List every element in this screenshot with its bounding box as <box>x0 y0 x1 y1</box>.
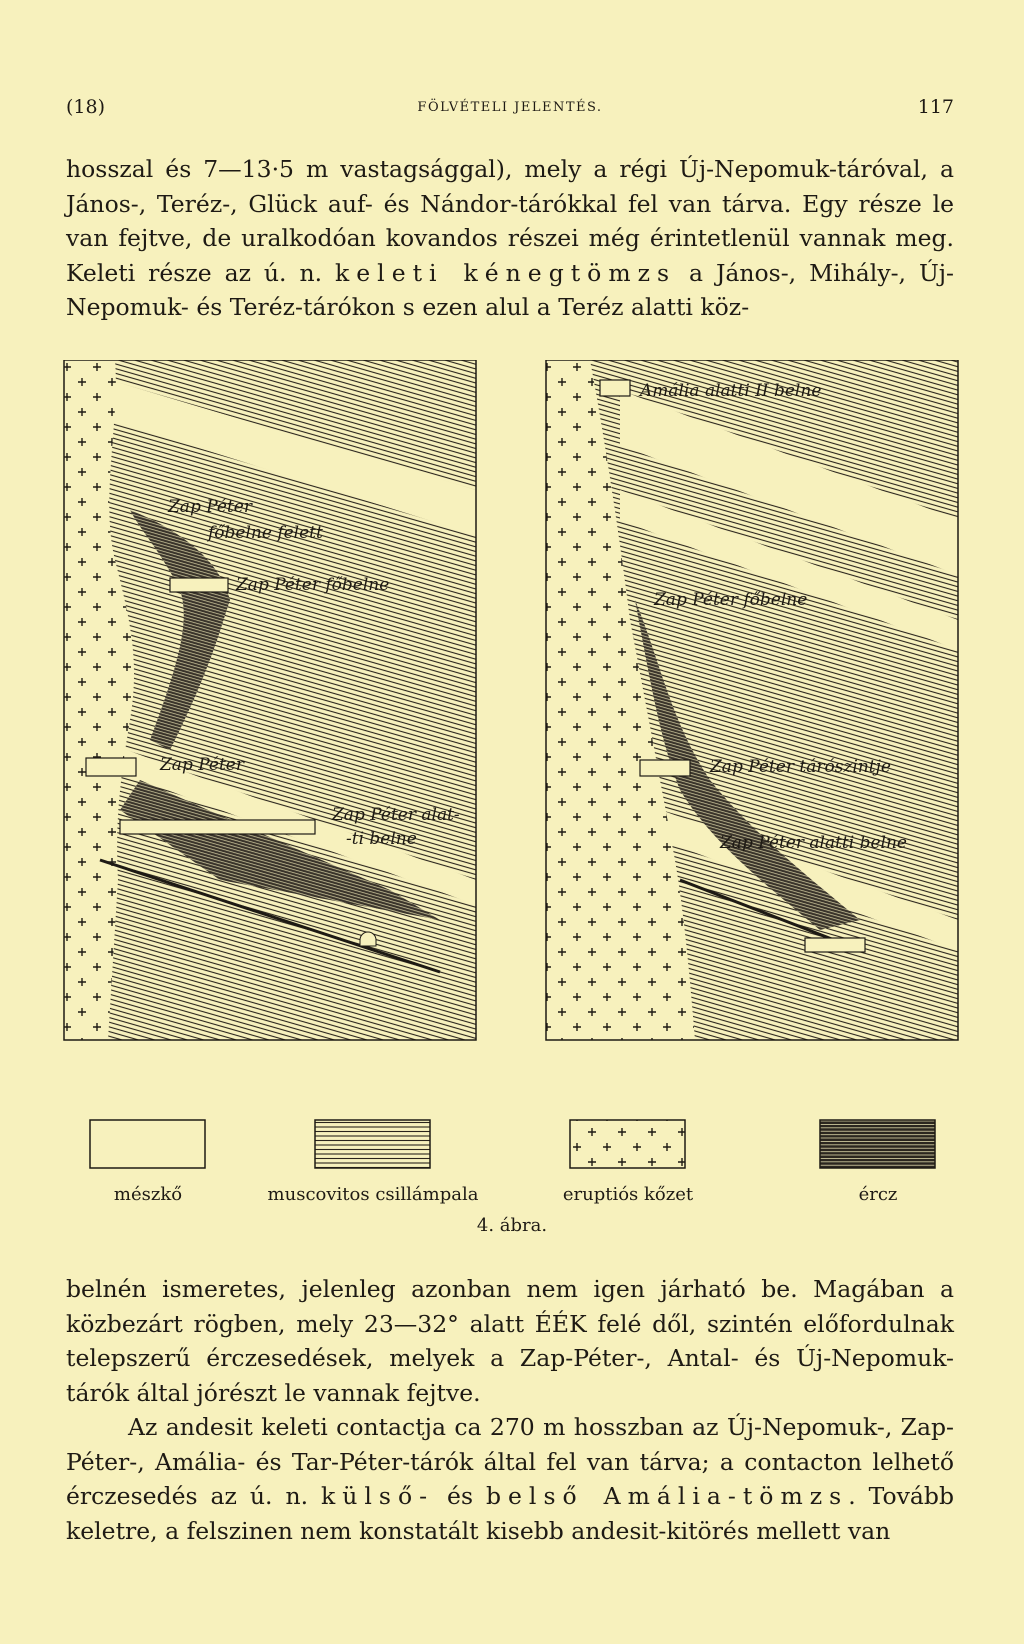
figure-caption: 4. ábra. <box>476 1215 548 1236</box>
label-zap-peter-alatti-2: Zap Péter alatti belne <box>720 833 907 853</box>
label-zap-peter-taroszintje: Zap Péter tárószintje <box>710 757 891 777</box>
legend-box-ercz <box>820 1120 935 1168</box>
label-zap-peter-fobelne-right: Zap Péter főbelne <box>654 590 808 610</box>
label-zap-peter-1: Zap Péter <box>168 497 252 517</box>
label-zap-peter-fobelne-left: Zap Péter főbelne <box>236 575 390 595</box>
paragraph-3-text-a: Az andesit keleti contactja ca 270 m hosszban az Új-Nepomuk-, Zap-Péter-, Amália- és Tar-Péter-tárók által fel van tárva; a contacton lelhető érczesedés az ú. n. <box>66 1413 954 1510</box>
right-section <box>546 360 958 1040</box>
paragraph-1-text-a: hosszal és 7—13·5 m vastagsággal), mely a régi Új-Nepomuk-táróval, a János-, Teréz-, Glück auf- és Nándor-tárókkal fel van tárva. Egy része le van fejtve, de uralkodóan kovandos részei még érintetlenül vannak meg. Keleti része az ú. n. <box>66 155 954 287</box>
paragraph-3-text-c: és <box>434 1482 486 1510</box>
label-zap-peter-alatti-1: Zap Péter alat- <box>332 805 460 825</box>
label-zap-peter-2: Zap Péter <box>160 755 244 775</box>
legend-box-eruptios <box>570 1120 685 1168</box>
paragraph-3-spaced-kulso: külső- <box>321 1482 435 1510</box>
geological-sections <box>60 360 970 1240</box>
paragraph-2: belnén ismeretes, jelenleg azonban nem igen járható be. Magában a közbezárt rögben, mely 23—32° alatt ÉÉK felé dől, szintén előfordulnak telepszerű érczesedések, melyek a Zap-Péter-, Antal- és Új-Nepomuk-tárók által jórészt le vannak fejtve. <box>66 1275 954 1407</box>
legend-label-eruptios: eruptiós kőzet <box>562 1184 694 1205</box>
paragraph-1 <box>66 152 954 325</box>
left-section <box>64 360 476 1040</box>
paragraph-3 <box>66 1410 954 1548</box>
legend-label-ercz: ércz <box>858 1184 898 1205</box>
page-header <box>66 96 954 122</box>
legend-label-muscovitos: muscovitos csillámpala <box>267 1184 479 1205</box>
legend-box-meszko <box>90 1120 205 1168</box>
paragraph-3-spaced-amalia: belső Amália-tömzs <box>485 1482 849 1510</box>
paragraph-1-spaced-term: keleti kénegtömzs <box>335 258 677 287</box>
legend-label-meszko: mészkő <box>113 1184 183 1205</box>
figure-4 <box>60 360 970 1240</box>
label-belne-left: -ti belne <box>346 829 417 849</box>
legend-box-muscovitos <box>315 1120 430 1168</box>
paragraph-1-text-c: a János-, Mihály-, Új-Nepomuk- és Teréz-tárókon s ezen alul a Teréz alatti köz- <box>66 258 954 321</box>
label-amalia-alatti: Amália alatti II belne <box>640 381 822 401</box>
label-fobelne-felett: főbelne felett <box>208 523 323 543</box>
page-number: 117 <box>917 96 954 118</box>
paragraph-3-text-e: . Tovább keletre, a felszinen nem konstatált kisebb andesit-kitörés mellett van <box>66 1482 954 1545</box>
section-number: (18) <box>66 96 106 118</box>
running-title: FÖLVÉTELI JELENTÉS. <box>417 100 603 115</box>
